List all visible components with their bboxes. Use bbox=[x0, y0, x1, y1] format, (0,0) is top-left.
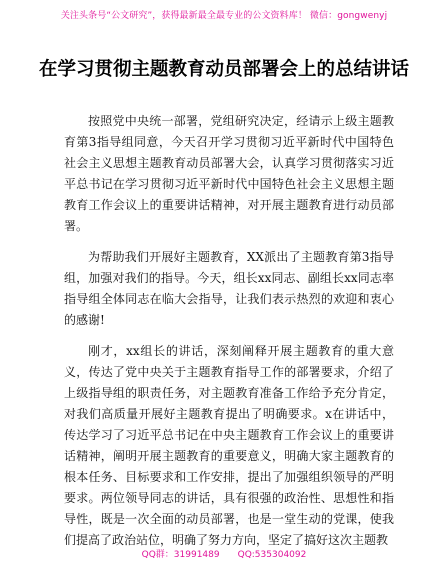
footer-qq: QQ:535304092 bbox=[237, 550, 307, 560]
document-body bbox=[64, 111, 394, 561]
paragraph-2: 为帮助我们开展好主题教育，XX派出了主题教育第3指导组，加强对我们的指导。今天，组长xx同志、副组长xx同志率指导组全体同志在临大会指导，让我们表示热烈的欢迎和衷心的感谢! bbox=[64, 250, 394, 327]
footer-contact bbox=[0, 547, 448, 560]
footer-qq-group: QQ群：31991489 bbox=[141, 550, 220, 560]
paragraph-1: 按照党中央统一部署，党组研究决定，经请示上级主题教育第3指导组同意，今天召开学习贯彻习近平新时代中国特色社会主义思想主题教育动员部署大会，认真学习贯彻落实习近平总书记在学习贯彻习近平新时代中国特色社会主义思想主题教育工作会议上的重要讲话精神，对开展主题教育进行动员部署。 bbox=[64, 114, 394, 233]
paragraph-3: 刚才，xx组长的讲话，深刻阐释开展主题教育的重大意义，传达了党中央关于主题教育指导工作的部署要求，介绍了上级指导组的职责任务，对主题教育准备工作给予充分肯定，对我们高质量开展好主题教育提出了明确要求。x在讲话中，传达学习了习近平总书记在中央主题教育工作会议上的重要讲话精神，阐明开展主题教育的重要意义，明确大家主题教育的根本任务、目标要求和工作安排，提出了加强组织领导的严明要求。两位领导同志的讲话，具有很强的政治性、思想性和指导性，既是一次全面的动员部署，也是一堂生动的党课，使我们提高了政治站位，明确了努力方向，坚定了搞好这次主题教 bbox=[64, 344, 394, 547]
header-promo-note: 关注头条号“公文研究”，获得最新最全最专业的公文资料库！ 微信：gongwenyj bbox=[60, 11, 388, 21]
page-title: 在学习贯彻主题教育动员部署会上的总结讲话 bbox=[38, 59, 409, 80]
